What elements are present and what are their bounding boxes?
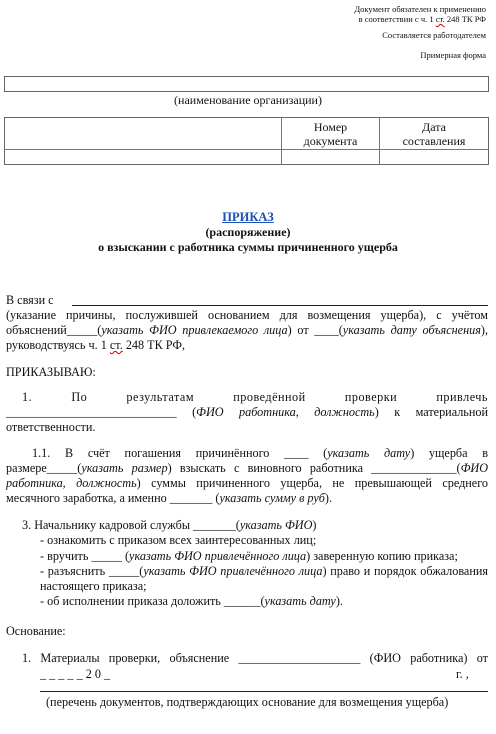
basis-caption: (перечень документов, подтверждающих основание для возмещения ущерба) bbox=[46, 695, 449, 709]
para1-l3a: объяснений_____( bbox=[6, 323, 102, 337]
para1-l4a: руководствуясь ч. 1 bbox=[6, 338, 110, 352]
item11-l1c: ) ущерба в bbox=[410, 446, 488, 460]
item3-l6c: ). bbox=[335, 594, 343, 608]
item11-l2a: размере_____( bbox=[6, 461, 82, 475]
para1-l3b: указать ФИО привлекаемого лица bbox=[101, 323, 288, 337]
basis-line2-year: г. , bbox=[456, 667, 469, 681]
item3-line2: - ознакомить с приказом всех заинтересованных лиц; bbox=[40, 533, 317, 547]
para1-reason-line[interactable] bbox=[72, 305, 488, 306]
item3-l1b: указать ФИО bbox=[239, 518, 313, 532]
doc-date-label-2: составления bbox=[402, 134, 466, 148]
item11-l4a: месячного заработка, а именно _______ ( bbox=[6, 491, 220, 505]
item11-l2b: указать размер bbox=[81, 461, 168, 475]
para1-l3d: указать дату объяснения bbox=[342, 323, 481, 337]
item1-l2a: ____________________________ ( bbox=[6, 405, 197, 419]
doc-table-divider bbox=[5, 149, 488, 150]
item3-l3c: ) заверенную копию приказа; bbox=[306, 549, 458, 563]
item11-line3 bbox=[6, 476, 488, 492]
basis-word: Основание: bbox=[6, 624, 66, 638]
para1-l3e: ), bbox=[480, 323, 488, 337]
doc-date-value-cell[interactable] bbox=[379, 149, 380, 165]
item11-l3a: работника, должность bbox=[6, 476, 137, 490]
header-note-2 bbox=[359, 14, 486, 24]
item3-l4c: ) право и порядок обжалования bbox=[322, 564, 488, 578]
doc-number-label-1: Номер bbox=[313, 120, 348, 134]
para1-line4 bbox=[6, 338, 185, 354]
item3-line3 bbox=[40, 549, 458, 565]
item1-line3: ответственности. bbox=[6, 420, 96, 434]
item11-l1a: 1.1. В счёт погашения причинённого ____ ( bbox=[32, 446, 328, 460]
item3-l4b: указать ФИО привлечённого лица bbox=[143, 564, 323, 578]
item11-line4 bbox=[6, 491, 332, 507]
item3-l1a: 3. Начальнику кадровой службы _______( bbox=[22, 518, 240, 532]
item11-line2 bbox=[6, 461, 488, 477]
doc-subject: о взыскании с работника суммы причиненного ущерба bbox=[98, 240, 398, 254]
basis-documents-line[interactable] bbox=[40, 691, 488, 692]
doc-number-value-cell[interactable] bbox=[281, 149, 282, 165]
basis-line1: 1. Материалы проверки, объяснение ____________________ (ФИО работника) от bbox=[22, 651, 488, 665]
doc-title[interactable]: ПРИКАЗ bbox=[222, 210, 274, 224]
doc-date-label-1: Дата bbox=[422, 120, 446, 134]
item3-line5: настоящего приказа; bbox=[40, 579, 147, 593]
order-word: ПРИКАЗЫВАЮ: bbox=[6, 365, 96, 379]
item3-line6 bbox=[40, 594, 343, 610]
para1-line2: (указание причины, послужившей основанием для возмещения ущерба), с учётом bbox=[6, 308, 488, 322]
item11-l2c: ) взыскать с виновного работника ______________( bbox=[167, 461, 461, 475]
header-note-1: Документ обязателен к применению bbox=[354, 4, 486, 14]
item3-line4 bbox=[40, 564, 488, 580]
header-note-2a: в соответствии с ч. 1 bbox=[358, 14, 436, 24]
item3-l4a: - разъяснить _____( bbox=[40, 564, 144, 578]
item3-l1c: ) bbox=[312, 518, 317, 532]
item3-line1 bbox=[22, 518, 316, 534]
doc-table bbox=[4, 117, 489, 165]
header-note-3: Составляется работодателем bbox=[382, 30, 486, 40]
para1-l3c: ) от ____( bbox=[287, 323, 343, 337]
header-note-2c: 248 ТК РФ bbox=[444, 14, 486, 24]
doc-number-header bbox=[281, 118, 379, 149]
item1-l2b: ФИО работника, должность bbox=[196, 405, 375, 419]
item3-l3b: указать ФИО привлечённого лица bbox=[129, 549, 307, 563]
item3-l3a: - вручить _____ ( bbox=[40, 549, 130, 563]
item1-line2 bbox=[6, 405, 488, 421]
org-caption: (наименование организации) bbox=[174, 93, 322, 107]
para1-l4c: 248 ТК РФ, bbox=[122, 338, 186, 352]
header-note-4: Примерная форма bbox=[420, 50, 486, 60]
item11-line1 bbox=[32, 446, 488, 462]
item11-l1b: указать дату bbox=[327, 446, 411, 460]
doc-title-wrap bbox=[0, 210, 496, 225]
item11-l3b: ) суммы причиненного ущерба, не превышающей среднего bbox=[136, 476, 488, 490]
item3-l6b: указать дату bbox=[264, 594, 336, 608]
item1-l2c: ) к материальной bbox=[374, 405, 488, 419]
org-name-box bbox=[4, 76, 489, 92]
doc-subtitle: (распоряжение) bbox=[205, 225, 291, 239]
item11-l4b: указать сумму в руб bbox=[219, 491, 325, 505]
item11-l4c: ). bbox=[324, 491, 333, 505]
header-note-2b: ст. bbox=[435, 14, 445, 24]
para1-l4b: ст. bbox=[109, 338, 123, 352]
doc-date-header bbox=[379, 118, 488, 149]
doc-number-label-2: документа bbox=[303, 134, 358, 148]
para1-line3 bbox=[6, 323, 488, 339]
item11-l2d: ФИО bbox=[460, 461, 488, 475]
para1-line1: В связи с bbox=[6, 293, 54, 307]
basis-line2-date: _ _ _ _ _ 2 0 _ bbox=[40, 667, 111, 681]
item1-line1: 1. По результатам проведённой проверки привлечь bbox=[22, 390, 488, 404]
item3-l6a: - об исполнении приказа доложить ______( bbox=[40, 594, 265, 608]
